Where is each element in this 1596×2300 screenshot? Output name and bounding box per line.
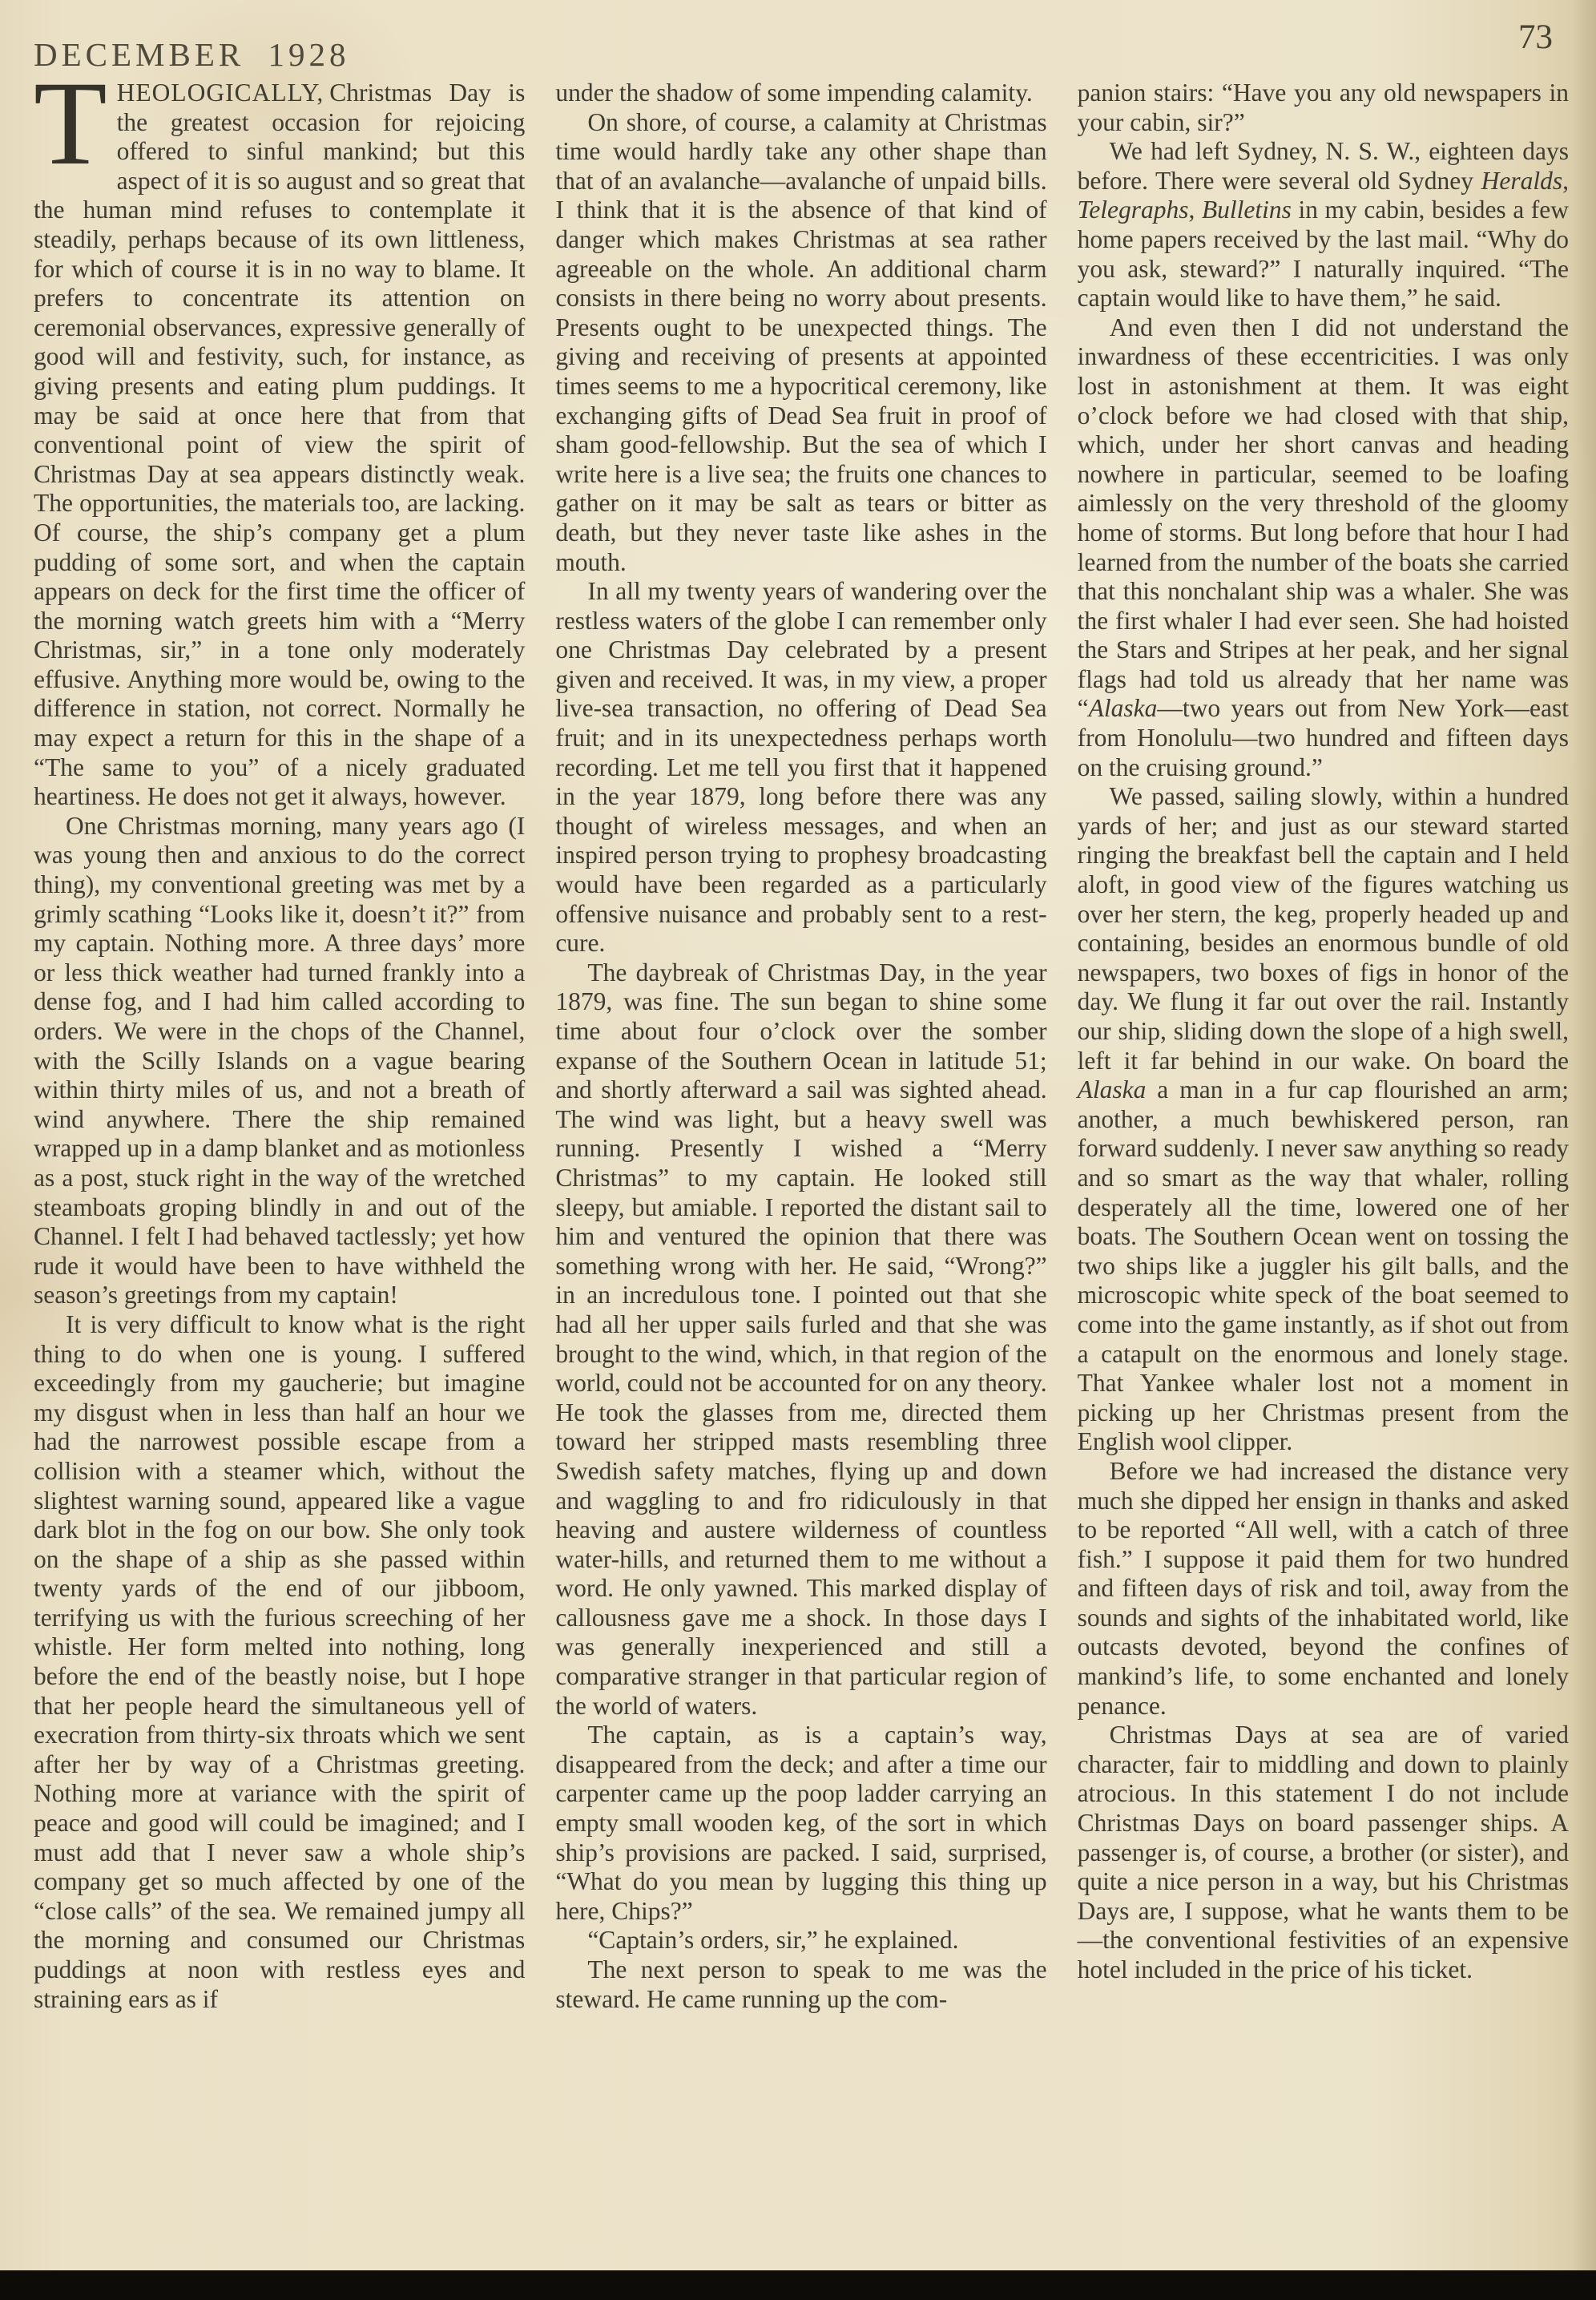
paragraph: And even then I did not understand the inwardness of these eccentricities. I was only lost in astonishment at them. It was eight o’clock before we had closed with that ship, which, under her short canvas and heading nowhere in particular, seemed to be loafing aimlessly on the very threshold of the gloomy home of storms. But long before that hour I had learned from the number of the boats she carried that this nonchalant ship was a whaler. She was the first whaler I had ever seen. She had hoisted the Stars and Stripes at her peak, and her signal flags had told us already that her name was “Alaska—two years out from New York—east from Honolulu—two hundred and fifteen days on the cruising ground.”: [1077, 313, 1569, 781]
paragraph: We passed, sailing slowly, within a hundred yards of her; and just as our steward started ringing the breakfast bell the captain and I held aloft, in good view of the figures watching us over her stern, the keg, properly headed up and containing, besides an enormous bundle of old newspapers, two boxes of figs in honor of the day. We flung it far out over the rail. Instantly our ship, sliding down the slope of a high swell, left it far behind in our wake. On board the Alaska a man in a fur cap flourished an arm; another, a much bewhiskered person, ran forward suddenly. I never saw anything so ready and so smart as the way that whaler, rolling desperately all the time, lowered one of her boats. The Southern Ocean went on tossing the two ships like a juggler his gilt balls, and the microscopic white speck of the boat seemed to come into the game instantly, as if shot out from a catapult on the enormous and lonely stage. That Yankee whaler lost not a moment in picking up her Christmas present from the English wool clipper.: [1077, 782, 1569, 1456]
issue-date: DECEMBER 1928: [34, 36, 350, 73]
paragraph: Christmas Days at sea are of varied character, fair to middling and down to plainly atrocious. In this statement I do not include Christmas Days on board passenger ships. A passenger is, of course, a brother (or sister), and quite a nice person in a way, but his Christmas Days are, I suppose, what he wants them to be—the conventional festivities of an expensive hotel included in the price of his ticket.: [1077, 1721, 1569, 1983]
page-number: 73: [1518, 18, 1553, 56]
column-3: [1078, 79, 1569, 2014]
paragraph: We had left Sydney, N. S. W., eighteen days before. There were several old Sydney Heralds, Telegraphs, Bulletins in my cabin, besides a few home papers received by the last mail. “Why do you ask, steward?” I naturally inquired. “The captain would like to have them,” he said.: [1077, 137, 1569, 313]
column-2: [555, 79, 1046, 2014]
paragraph: “Captain’s orders, sir,” he explained.: [587, 1926, 959, 1955]
paragraph: It is very difficult to know what is the right thing to do when one is young. I suffered exceedingly from my gaucherie; but imagine my disgust when in less than half an hour we had the narrowest possible escape from a collision with a steamer which, without the slightest warning sound, appeared like a vague dark blot in the fog on our bow. She only took on the shape of a ship as she passed within twenty yards of the end of our jibboom, terrifying us with the furious screeching of her whistle. Her form melted into nothing, long before the end of the beastly noise, but I hope that her people heard the simultaneous yell of execration from thirty-six throats which we sent after her by way of a Christmas greeting. Nothing more at variance with the spirit of peace and good will could be imagined; and I must add that I never saw a whole ship’s company get so much affected by one of the “close calls” of the sea. We remained jumpy all the morning and consumed our Christmas puddings at noon with restless eyes and straining ears as if: [34, 1309, 526, 2013]
scan-edge: [0, 2270, 1596, 2300]
paragraph: panion stairs: “Have you any old newspapers in your cabin, sir?”: [1077, 79, 1569, 136]
paragraph: under the shadow of some impending calamity.: [555, 79, 1033, 107]
paragraph: One Christmas morning, many years ago (I was young then and anxious to do the correct thing), my conventional greeting was met by a grimly scathing “Looks like it, doesn’t it?” from my captain. Nothing more. A three days’ more or less thick weather had turned frankly into a dense fog, and I had him called according to orders. We were in the chops of the Channel, with the Scilly Islands on a vague bearing within thirty miles of us, and not a breath of wind anywhere. There the ship remained wrapped up in a damp blanket and as motionless as a post, stuck right in the way of the wretched steamboats groping blindly in and out of the Channel. I felt I had behaved tactlessly; yet how rude it would have been to have withheld the season’s greetings from my captain!: [34, 811, 526, 1309]
paragraph: The daybreak of Christmas Day, in the year 1879, was fine. The sun began to shine some time about four o’clock over the somber expanse of the Southern Ocean in latitude 51; and shortly afterward a sail was sighted ahead. The wind was light, but a heavy swell was running. Presently I wished a “Merry Christmas” to my captain. He looked still sleepy, but amiable. I reported the distant sail to him and ventured the opinion that there was something wrong with her. He said, “Wrong?” in an incredulous tone. I pointed out that she had all her upper sails furled and that she was brought to the wind, which, in that region of the world, could not be accounted for on any theory. He took the glasses from me, directed them toward her stripped masts resembling three Swedish safety matches, flying up and down and waggling to and fro ridiculously in that heaving and austere wilderness of countless water-hills, and returned them to me without a word. He only yawned. This marked display of callousness gave me a shock. In those days I was generally inexperienced and still a comparative stranger in that particular region of the world of waters.: [555, 958, 1047, 1720]
lead-caps: HEOLOGICALLY,: [116, 79, 324, 107]
paragraph: The next person to speak to me was the steward. He came running up the com-: [555, 1955, 1047, 2013]
paragraph-text: Christmas Day is the greatest occasion for rejoicing offered to sinful mankind; but this aspect of it is so august and so great that the human mind refuses to contemplate it steadily, perhaps because of its own littleness, for which of course it is in no way to blame. It prefers to concentrate its attention on ceremonial observances, expressive generally of good will and festivity, such, for instance, as giving presents and eating plum puddings. It may be said at once here that from that conventional point of view the spirit of Christmas Day at sea appears distinctly weak. The opportunities, the materials too, are lacking. Of course, the ship’s company get a plum pudding of some sort, and when the captain appears on deck for the first time the officer of the morning watch greets him with a “Merry Christmas, sir,” in a tone only moderately effusive. Anything more would be, owing to the difference in station, not correct. Normally he may expect a return for this in the shape of a “The same to you” of a nicely graduated heartiness. He does not get it always, however.: [34, 79, 526, 811]
paragraph: [34, 57, 526, 812]
page-edge-shadow: [1572, 0, 1596, 2300]
column-1: [34, 57, 526, 2014]
paragraph: On shore, of course, a calamity at Christmas time would hardly take any other shape than that of an avalanche—avalanche of unpaid bills. I think that it is the absence of that kind of danger which makes Christmas at sea rather agreeable on the whole. An additional charm consists in there being no worry about presents. Presents ought to be unexpected things. The giving and receiving of presents at appointed times seems to me a hypocritical ceremony, like exchanging gifts of Dead Sea fruit in proof of sham good-fellowship. But the sea of which I write here is a live sea; the fruits one chances to gather on it may be salt as tears or bitter as death, but they never taste like ashes in the mouth.: [555, 107, 1047, 576]
drop-cap: T: [34, 57, 107, 190]
paragraph: In all my twenty years of wandering over the restless waters of the globe I can remember only one Christmas Day celebrated by a present given and received. It was, in my view, a proper live-sea transaction, no offering of Dead Sea fruit; and in its unexpectedness perhaps worth recording. Let me tell you first that it happened in the year 1879, long before there was any thought of wireless messages, and when an inspired person trying to prophesy broadcasting would have been regarded as a particularly offensive nuisance and probably sent to a rest-cure.: [555, 577, 1047, 958]
paragraph: The captain, as is a captain’s way, disappeared from the deck; and after a time our carpenter came up the poop ladder carrying an empty small wooden keg, of the sort in which ship’s provisions are packed. I said, surprised, “What do you mean by lugging this thing up here, Chips?”: [555, 1721, 1047, 1925]
article-body: [34, 57, 1569, 2014]
paragraph: Before we had increased the distance very much she dipped her ensign in thanks and asked to be reported “All well, with a catch of three fish.” I suppose it paid them for two hundred and fifteen days of risk and toil, away from the sounds and sights of the inhabitated world, like outcasts devoted, beyond the confines of mankind’s life, to some enchanted and lonely penance.: [1077, 1456, 1569, 1720]
